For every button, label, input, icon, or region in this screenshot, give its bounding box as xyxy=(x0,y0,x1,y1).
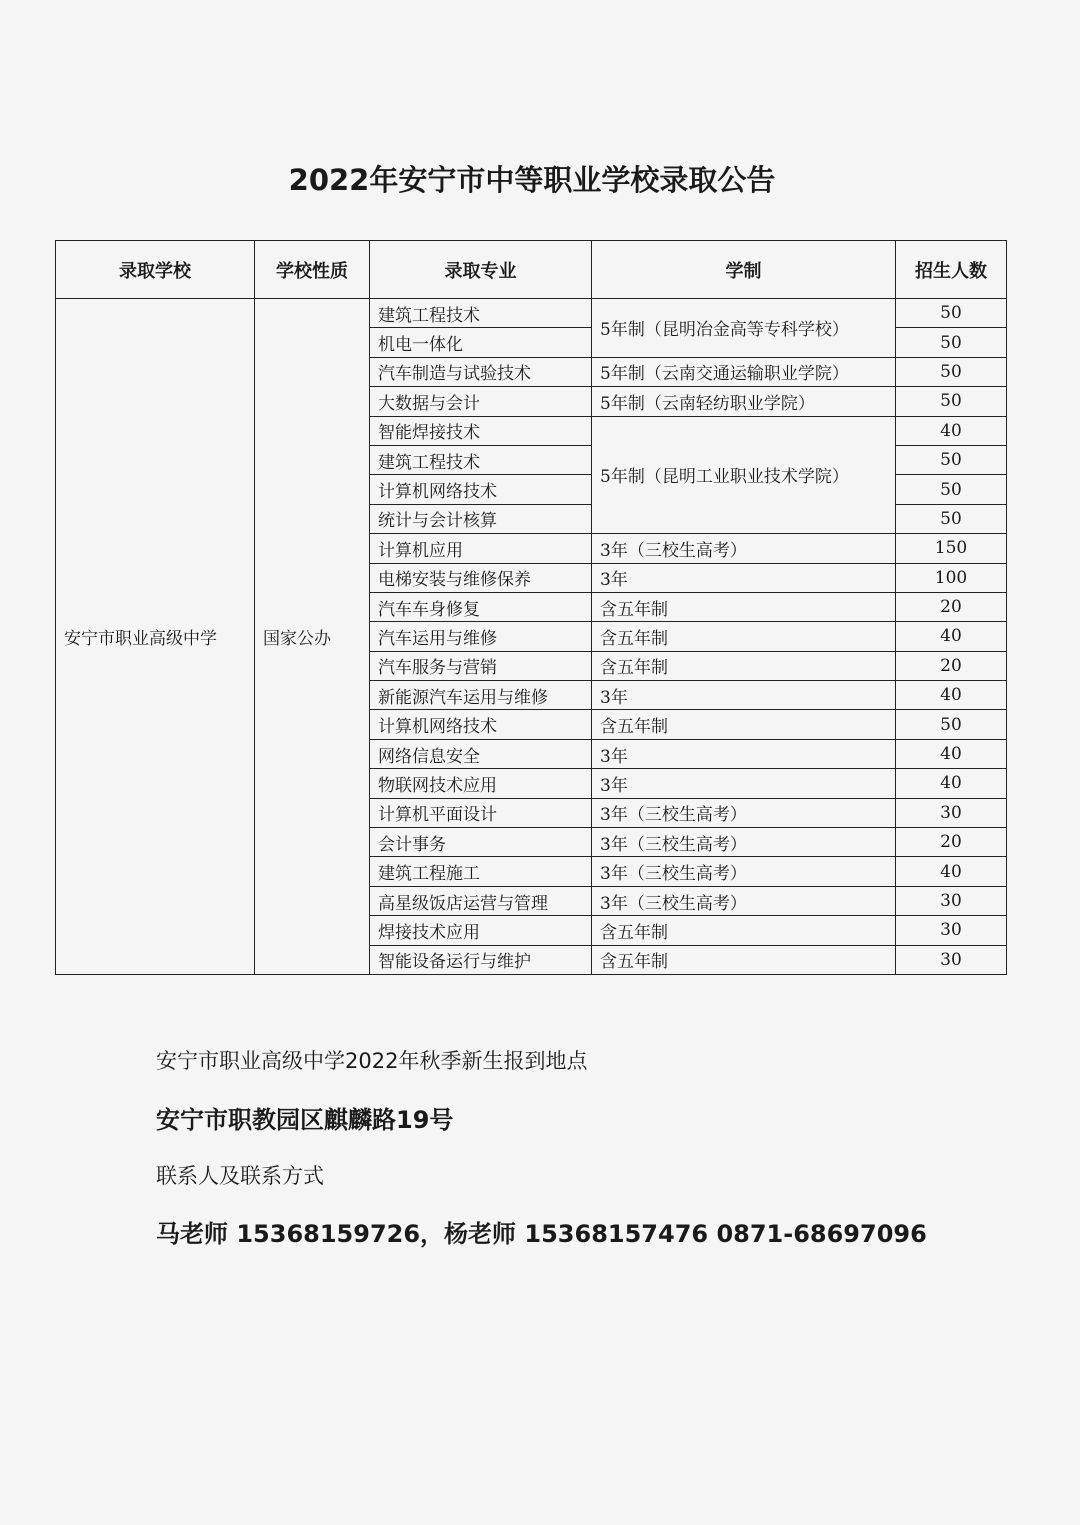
major-cell: 计算机网络技术 xyxy=(370,710,592,739)
count-cell: 50 xyxy=(896,299,1007,328)
table-header-row xyxy=(56,241,1007,299)
major-cell: 焊接技术应用 xyxy=(370,916,592,945)
major-cell: 汽车运用与维修 xyxy=(370,622,592,651)
system-cell: 含五年制 xyxy=(592,710,896,739)
major-cell: 智能设备运行与维护 xyxy=(370,945,592,974)
major-cell: 建筑工程施工 xyxy=(370,857,592,886)
major-cell: 电梯安装与维修保养 xyxy=(370,563,592,592)
system-cell: 3年 xyxy=(592,739,896,768)
header-nature: 学校性质 xyxy=(255,241,370,299)
school-cell: 安宁市职业高级中学 xyxy=(56,299,255,975)
major-cell: 计算机平面设计 xyxy=(370,798,592,827)
system-cell: 含五年制 xyxy=(592,592,896,621)
count-cell: 30 xyxy=(896,916,1007,945)
system-cell: 3年（三校生高考） xyxy=(592,857,896,886)
system-cell: 3年 xyxy=(592,681,896,710)
major-cell: 会计事务 xyxy=(370,828,592,857)
count-cell: 20 xyxy=(896,828,1007,857)
count-cell: 20 xyxy=(896,592,1007,621)
major-cell: 建筑工程技术 xyxy=(370,445,592,474)
count-cell: 40 xyxy=(896,681,1007,710)
system-cell: 3年（三校生高考） xyxy=(592,798,896,827)
system-cell: 含五年制 xyxy=(592,916,896,945)
system-cell: 含五年制 xyxy=(592,651,896,680)
major-cell: 大数据与会计 xyxy=(370,387,592,416)
system-cell: 3年（三校生高考） xyxy=(592,534,896,563)
major-cell: 高星级饭店运营与管理 xyxy=(370,886,592,915)
count-cell: 40 xyxy=(896,739,1007,768)
count-cell: 40 xyxy=(896,416,1007,445)
major-cell: 新能源汽车运用与维修 xyxy=(370,681,592,710)
major-cell: 计算机网络技术 xyxy=(370,475,592,504)
major-cell: 机电一体化 xyxy=(370,328,592,357)
count-cell: 150 xyxy=(896,534,1007,563)
count-cell: 30 xyxy=(896,798,1007,827)
nature-cell: 国家公办 xyxy=(255,299,370,975)
system-cell: 3年 xyxy=(592,563,896,592)
system-cell: 3年（三校生高考） xyxy=(592,886,896,915)
count-cell: 50 xyxy=(896,504,1007,533)
contact-details: 马老师 15368159726，杨老师 15368157476 0871-68697096 xyxy=(156,1220,927,1248)
header-count: 招生人数 xyxy=(896,241,1007,299)
count-cell: 50 xyxy=(896,710,1007,739)
major-cell: 计算机应用 xyxy=(370,534,592,563)
major-cell: 物联网技术应用 xyxy=(370,769,592,798)
major-cell: 汽车制造与试验技术 xyxy=(370,357,592,386)
system-cell: 3年（三校生高考） xyxy=(592,828,896,857)
system-cell: 5年制（昆明冶金高等专科学校） xyxy=(592,299,896,358)
table-row xyxy=(56,299,1007,328)
system-cell: 5年制（昆明工业职业技术学院） xyxy=(592,416,896,534)
system-cell: 含五年制 xyxy=(592,945,896,974)
header-major: 录取专业 xyxy=(370,241,592,299)
major-cell: 汽车服务与营销 xyxy=(370,651,592,680)
count-cell: 40 xyxy=(896,857,1007,886)
header-system: 学制 xyxy=(592,241,896,299)
registration-location-label: 安宁市职业高级中学2022年秋季新生报到地点 xyxy=(156,1049,588,1073)
count-cell: 20 xyxy=(896,651,1007,680)
count-cell: 30 xyxy=(896,886,1007,915)
major-cell: 智能焊接技术 xyxy=(370,416,592,445)
system-cell: 含五年制 xyxy=(592,622,896,651)
system-cell: 5年制（云南轻纺职业学院） xyxy=(592,387,896,416)
count-cell: 50 xyxy=(896,387,1007,416)
count-cell: 40 xyxy=(896,769,1007,798)
count-cell: 50 xyxy=(896,475,1007,504)
count-cell: 50 xyxy=(896,328,1007,357)
registration-address: 安宁市职教园区麒麟路19号 xyxy=(156,1106,454,1134)
contact-label: 联系人及联系方式 xyxy=(156,1164,324,1188)
count-cell: 100 xyxy=(896,563,1007,592)
system-cell: 5年制（云南交通运输职业学院） xyxy=(592,357,896,386)
major-cell: 网络信息安全 xyxy=(370,739,592,768)
major-cell: 汽车车身修复 xyxy=(370,592,592,621)
system-cell: 3年 xyxy=(592,769,896,798)
major-cell: 建筑工程技术 xyxy=(370,299,592,328)
count-cell: 30 xyxy=(896,945,1007,974)
count-cell: 50 xyxy=(896,445,1007,474)
page-title: 2022年安宁市中等职业学校录取公告 xyxy=(288,163,776,197)
count-cell: 50 xyxy=(896,357,1007,386)
admission-table xyxy=(55,240,1007,975)
count-cell: 40 xyxy=(896,622,1007,651)
header-school: 录取学校 xyxy=(56,241,255,299)
major-cell: 统计与会计核算 xyxy=(370,504,592,533)
